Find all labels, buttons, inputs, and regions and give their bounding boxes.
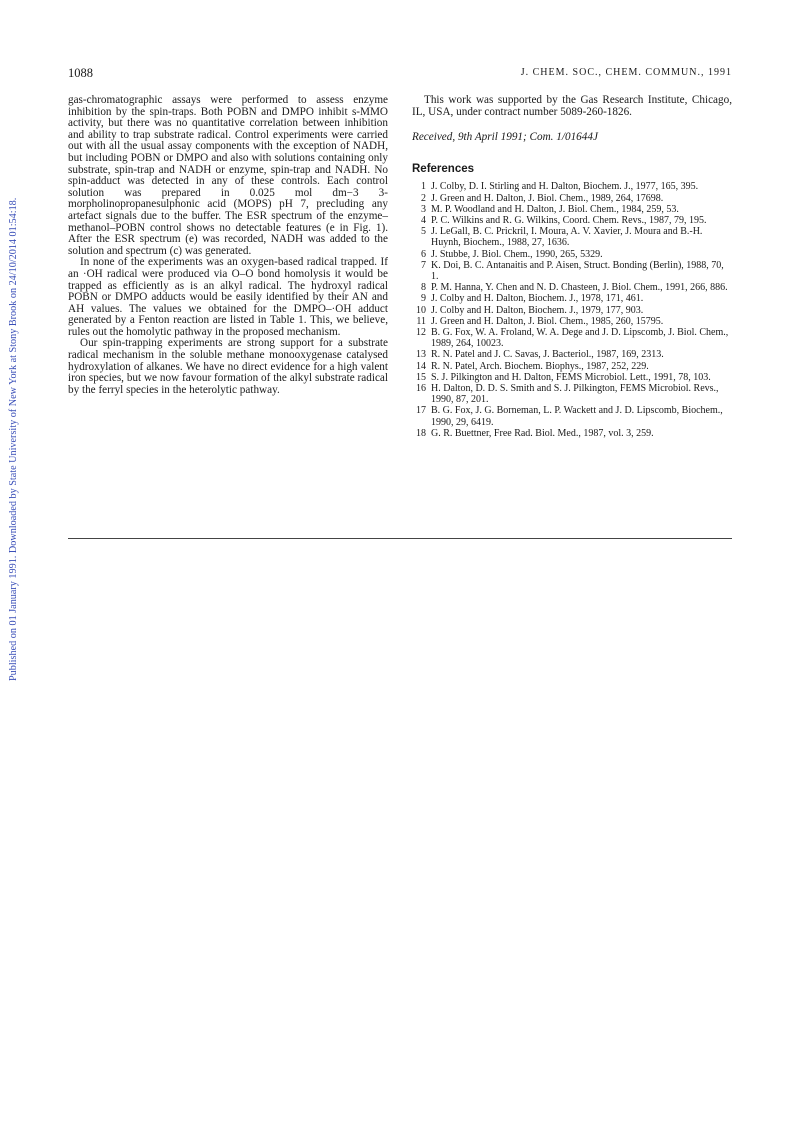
reference-number: 14 (416, 360, 426, 372)
reference-text: M. P. Woodland and H. Dalton, J. Biol. Chem., 1984, 259, 53. (431, 203, 679, 215)
reference-item (412, 383, 732, 405)
reference-item (412, 405, 732, 427)
reference-number: 12 (416, 327, 426, 339)
reference-item (412, 293, 732, 304)
paragraph: In none of the experiments was an oxygen-based radical trapped. If an ·OH radical were produced via O–O bond homolysis it would be trapped as efficiently as is an alkyl radical. The hydroxyl radical POBN or DMPO adducts would be easily identified by their AN and AH values. The values we obtained for the DMPO–·OH adduct generated by a Fenton reaction are listed in Table 1. This, we believe, rules out the homolytic pathway in the proposed mechanism. (68, 256, 388, 338)
received-date: Received, 9th April 1991; Com. 1/01644J (412, 131, 598, 144)
reference-text: J. Green and H. Dalton, J. Biol. Chem., 1985, 260, 15795. (431, 315, 664, 327)
reference-text: R. N. Patel, Arch. Biochem. Biophys., 1987, 252, 229. (431, 360, 649, 372)
reference-text: J. Green and H. Dalton, J. Biol. Chem., 1989, 264, 17698. (431, 192, 664, 204)
reference-number: 16 (416, 383, 426, 395)
download-stamp-text: Published on 01 January 1991. Downloaded by State University of New York at Stony Brook on 24/10/2014 01:54:18. (8, 197, 19, 681)
reference-number: 2 (421, 192, 426, 204)
reference-number: 10 (416, 304, 426, 316)
reference-number: 15 (416, 371, 426, 383)
reference-number: 17 (416, 405, 426, 417)
reference-item (412, 204, 732, 215)
right-column (412, 95, 732, 439)
reference-item (412, 249, 732, 260)
reference-number: 1 (421, 181, 426, 193)
reference-text: S. J. Pilkington and H. Dalton, FEMS Microbiol. Lett., 1991, 78, 103. (431, 371, 711, 383)
reference-number: 5 (421, 226, 426, 238)
reference-item (412, 372, 732, 383)
reference-text: J. Colby and H. Dalton, Biochem. J., 1979, 177, 903. (431, 304, 644, 316)
reference-number: 11 (416, 315, 426, 327)
reference-item (412, 193, 732, 204)
reference-text: J. LeGall, B. C. Prickril, I. Moura, A. V. Xavier, J. Moura and B.-H. Huynh, Biochem., 1988, 27, 1636. (431, 226, 703, 249)
acknowledgement: This work was supported by the Gas Research Institute, Chicago, IL, USA, under contract number 5089-260-1826. (412, 94, 732, 118)
reference-text: J. Stubbe, J. Biol. Chem., 1990, 265, 5329. (431, 248, 603, 260)
reference-item (412, 316, 732, 327)
download-stamp (8, 184, 20, 694)
reference-text: J. Colby, D. I. Stirling and H. Dalton, Biochem. J., 1977, 165, 395. (431, 181, 699, 193)
references-heading: References (412, 162, 475, 175)
references-list (412, 181, 732, 439)
reference-number: 3 (421, 203, 426, 215)
reference-item (412, 215, 732, 226)
reference-number: 13 (416, 349, 426, 361)
reference-text: P. C. Wilkins and R. G. Wilkins, Coord. Chem. Revs., 1987, 79, 195. (431, 214, 707, 226)
reference-text: J. Colby and H. Dalton, Biochem. J., 1978, 171, 461. (431, 293, 644, 305)
reference-text: P. M. Hanna, Y. Chen and N. D. Chasteen, J. Biol. Chem., 1991, 266, 886. (431, 282, 728, 294)
reference-item (412, 361, 732, 372)
reference-text: K. Doi, B. C. Antanaitis and P. Aisen, Struct. Bonding (Berlin), 1988, 70, 1. (431, 259, 724, 282)
reference-text: B. G. Fox, J. G. Borneman, L. P. Wackett and J. D. Lipscomb, Biochem., 1990, 29, 6419. (431, 405, 723, 428)
reference-item (412, 260, 732, 282)
reference-item (412, 428, 732, 439)
reference-text: H. Dalton, D. D. S. Smith and S. J. Pilkington, FEMS Microbiol. Revs., 1990, 87, 201. (431, 383, 719, 406)
reference-item (412, 305, 732, 316)
reference-text: B. G. Fox, W. A. Froland, W. A. Dege and J. D. Lipscomb, J. Biol. Chem., 1989, 264, 10023. (431, 327, 729, 350)
reference-text: G. R. Buettner, Free Rad. Biol. Med., 1987, vol. 3, 259. (431, 427, 654, 439)
reference-number: 7 (421, 259, 426, 271)
reference-number: 8 (421, 282, 426, 294)
reference-number: 6 (421, 248, 426, 260)
page-number: 1088 (68, 66, 93, 80)
reference-item (412, 226, 732, 248)
reference-number: 9 (421, 293, 426, 305)
reference-item (412, 181, 732, 192)
paragraph: Our spin-trapping experiments are strong support for a substrate radical mechanism in the soluble methane monooxygenase catalysed hydroxylation of alkanes. We have no direct evidence for a high valent iron species, but we now favour formation of the alkyl substrate radical by the ferryl species in the heterolytic pathway. (68, 337, 388, 396)
journal-citation: J. CHEM. SOC., CHEM. COMMUN., 1991 (520, 67, 732, 78)
section-divider (68, 538, 732, 539)
page-header (68, 66, 732, 82)
reference-number: 18 (416, 427, 426, 439)
reference-number: 4 (421, 214, 426, 226)
reference-item (412, 349, 732, 360)
reference-item (412, 282, 732, 293)
left-column (68, 95, 388, 396)
reference-item (412, 327, 732, 349)
paragraph: gas-chromatographic assays were performed to assess enzyme inhibition by the spin-traps. Both POBN and DMPO inhibit s-MMO activity, but there was no quantitative correlation between inhibition and ability to trap substrate radical. Control experiments were carried out with all the usual assay components with the exception of NADH, but including POBN or DMPO and also with solutions containing only substrate, spin-trap and NADH or enzyme, spin-trap and NADH. No spin-adduct was detected in any of these controls. Each control solution was prepared in 0.025 mol dm−3 3-morpholinopropanesulphonic acid (MOPS) pH 7, precluding any artefact signals due to the buffer. The ESR spectrum of the enzyme–methanol–POBN control shows no detectable features (e in Fig. 1). After the ESR spectrum (e) was recorded, NADH was added to the solution and spectrum (c) was generated. (68, 94, 388, 257)
reference-text: R. N. Patel and J. C. Savas, J. Bacteriol., 1987, 169, 2313. (431, 349, 664, 361)
